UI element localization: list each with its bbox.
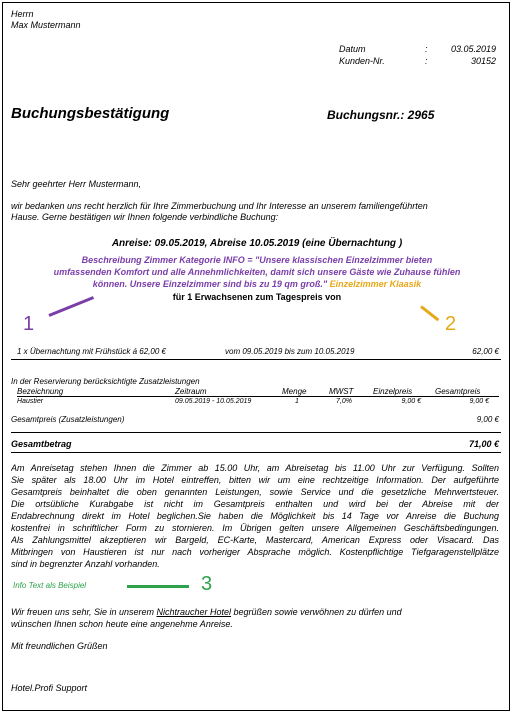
intro-line-1: wir bedanken uns recht herzlich für Ihre Zimmerbuchung und Ihr Interesse an unserem familiengeführten — [11, 201, 428, 211]
terms-line: sind in begrenzter Anzahl vorhanden. — [11, 559, 160, 569]
extras-header-divider — [17, 396, 499, 397]
regards: Mit freundlichen Grüßen — [11, 641, 108, 651]
room-description-line-3 — [3, 279, 511, 289]
marker-1: 1 — [23, 313, 35, 335]
col-gesamtpreis: Gesamtpreis — [435, 387, 481, 396]
row-zeitraum: 09.05.2019 - 10.05.2019 — [175, 398, 252, 405]
customer-value: 30152 — [470, 56, 496, 66]
stay-line-period: vom 09.05.2019 bis zum 10.05.2019 — [225, 347, 355, 356]
extras-heading: In der Reservierung berücksichtigte Zusatzleistungen — [11, 377, 200, 386]
closing-text: begrüßen sowie verwöhnen zu dürfen und — [231, 607, 402, 617]
divider — [11, 452, 501, 453]
marker-2-stroke — [420, 305, 439, 321]
room-description-line-2: umfassenden Komfort und alle Annehmlichkeiten, damit sich unsere Gäste wie Zuhause fühlen — [53, 267, 461, 277]
grand-total-label: Gesamtbetrag — [11, 439, 72, 449]
document-title: Buchungsbestätigung — [11, 105, 170, 122]
room-description-line-1: Beschreibung Zimmer Kategorie INFO = "Unsere klassischen Einzelzimmer bieten — [81, 255, 433, 265]
customer-sep: : — [425, 56, 428, 66]
confirmation-document — [2, 2, 510, 711]
address-salutation: Herrn — [11, 9, 34, 19]
room-description-text: können. Unsere Einzelzimmer sind bis zu 19 qm groß." — [92, 279, 328, 289]
info-text: Info Text als Beispiel — [13, 581, 87, 590]
booking-number: Buchungsnr.: 2965 — [327, 108, 435, 122]
grand-total-value: 71,00 € — [468, 439, 499, 449]
stay-dates: Anreise: 09.05.2019, Abreise 10.05.2019 (eine Übernachtung ) — [111, 238, 403, 249]
date-label: Datum — [339, 44, 366, 54]
row-bezeichnung: Haustier — [17, 398, 44, 405]
row-gesamtpreis: 9,00 € — [469, 398, 489, 405]
intro-line-2: Hause. Gerne bestätigen wir Ihnen folgende verbindliche Buchung: — [11, 212, 279, 222]
closing-line-2: wünschen Ihnen schon heute eine angenehme Anreise. — [11, 619, 233, 629]
extras-total-value: 9,00 € — [476, 415, 499, 424]
col-zeitraum: Zeitraum — [175, 387, 207, 396]
stay-line-description: 1 x Übernachtung mit Frühstück á 62,00 € — [17, 347, 166, 356]
stay-line-amount: 62,00 € — [472, 347, 499, 356]
row-mwst: 7,0% — [336, 398, 352, 405]
terms-line: Endabrechnung direkt im Hotel beglichen.Sie haben die Möglichkeit bis 14 Tage vor Anreise die Buchung — [11, 511, 499, 521]
date-sep: : — [425, 44, 428, 54]
terms-line: Sie später als 18.00 Uhr im Hotel eintreffen, bitten wir um eine rechtzeitige Information. Der aufgeführte — [11, 475, 499, 485]
terms-line: Gesamtpreis beinhaltet die oben genannten Leistungen, sowie Service und die gesetzliche Mehrwertsteuer. — [11, 487, 499, 497]
signature: Hotel.Profi Support — [11, 683, 88, 693]
divider — [11, 359, 501, 360]
nonsmoking-hotel-link[interactable]: Nichtraucher Hotel — [156, 607, 232, 617]
customer-label: Kunden-Nr. — [339, 56, 385, 66]
room-category-name: Einzelzimmer Klaasik — [329, 279, 422, 289]
greeting: Sehr geehrter Herr Mustermann, — [11, 179, 142, 189]
terms-line: Mitbringen von Haustieren ist nur nach vorheriger Absprache möglich. Kostenpflichtige Tiefgaragenstellplätze — [11, 547, 499, 557]
col-menge: Menge — [282, 387, 307, 396]
closing-text: Wir freuen uns sehr, Sie in unserem — [11, 607, 157, 617]
terms-line: Am Anreisetag stehen Ihnen die Zimmer ab 15.00 Uhr, am Abreisetag bis 11.00 Uhr zur Verfügung. Sollten — [11, 463, 499, 473]
date-value: 03.05.2019 — [450, 44, 496, 54]
guests-line: für 1 Erwachsenen zum Tagespreis von — [172, 292, 342, 302]
col-einzelpreis: Einzelpreis — [373, 387, 413, 396]
col-bezeichnung: Bezeichnung — [17, 387, 64, 396]
marker-3: 3 — [201, 573, 213, 595]
marker-2: 2 — [445, 313, 457, 335]
marker-3-stroke — [127, 585, 189, 588]
terms-line: Als Zahlungsmittel akzeptieren wir Bargeld, EC-Karte, Mastercard, American Express oder Visacard. Das — [11, 535, 499, 545]
closing-line-1 — [11, 606, 402, 618]
divider — [11, 432, 501, 433]
col-mwst: MWST — [329, 387, 354, 396]
row-menge: 1 — [295, 398, 299, 405]
address-name: Max Mustermann — [11, 20, 81, 30]
terms-line: Die ortsübliche Kurabgabe ist nicht im Gesamtpreis enthalten und wird bei der Abreise mit der — [11, 499, 499, 509]
row-einzelpreis: 9,00 € — [401, 398, 421, 405]
extras-total-label: Gesamtpreis (Zusatzleistungen) — [11, 415, 125, 424]
terms-line: kostenfrei in schriftlicher Form zu stornieren. Im Übrigen gelten unsere Allgemeinen Geschäftsbedingungen. — [11, 523, 499, 533]
